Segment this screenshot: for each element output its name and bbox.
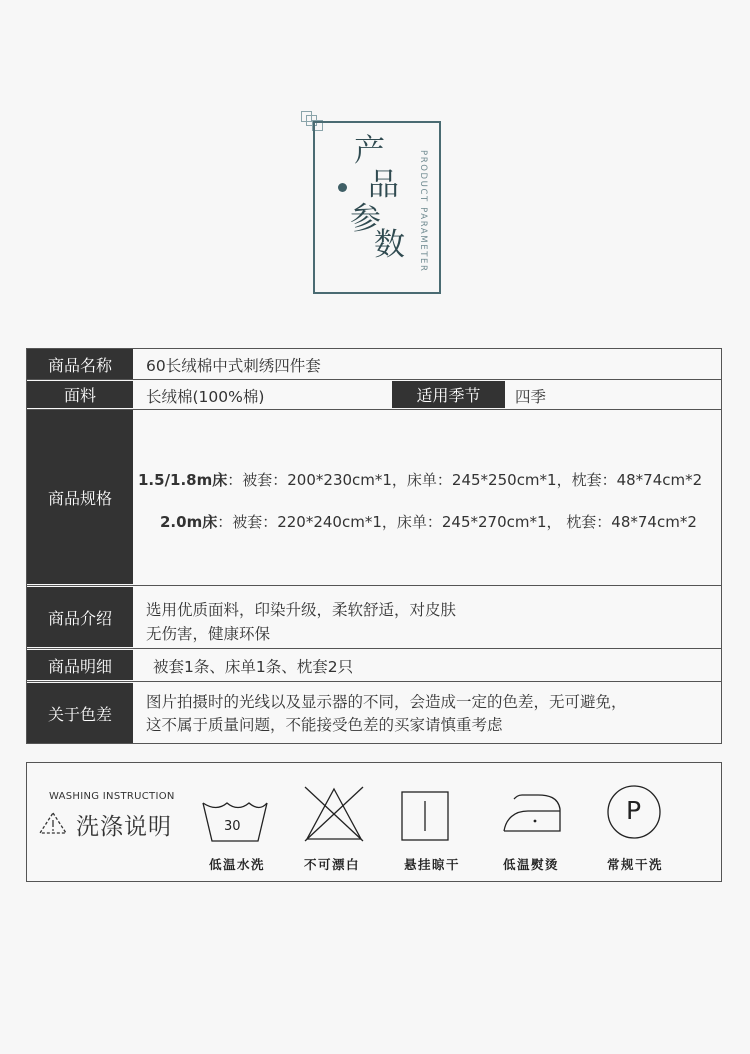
wash-temp-value: 30 bbox=[224, 819, 241, 834]
no-bleach-icon bbox=[303, 785, 365, 843]
row-divider bbox=[26, 648, 722, 649]
spec-detail-1: ：被套：200*230cm*1，床单：245*250cm*1，枕套：48*74cm*2 bbox=[227, 471, 703, 489]
header-char-4: 数 bbox=[374, 227, 405, 263]
label-product-name: 商品名称 bbox=[27, 349, 133, 379]
label-season: 适用季节 bbox=[392, 381, 505, 408]
row-divider bbox=[26, 585, 722, 586]
color-line-2: 这不属于质量问题，不能接受色差的买家请慎重考虑 bbox=[146, 716, 503, 734]
value-detail: 被套1条、床单1条、枕套2只 bbox=[153, 658, 354, 676]
bullet-dot-icon bbox=[338, 183, 347, 192]
spec-line-2 bbox=[160, 511, 697, 532]
iron-low-icon bbox=[502, 791, 564, 833]
warning-triangle-icon bbox=[38, 811, 68, 835]
label-spec: 商品规格 bbox=[27, 410, 133, 584]
spec-line-1 bbox=[138, 469, 702, 490]
header-subtitle: PRODUCT PARAMETER bbox=[418, 150, 428, 273]
wash-label: 低温熨烫 bbox=[503, 857, 560, 872]
header-char-1: 产 bbox=[354, 133, 385, 169]
wash-label: 常规干洗 bbox=[607, 857, 664, 872]
header-char-3: 参 bbox=[350, 201, 381, 237]
label-fabric: 面料 bbox=[27, 381, 133, 408]
dry-clean-letter: P bbox=[626, 796, 642, 825]
label-intro: 商品介绍 bbox=[27, 587, 133, 647]
color-line-1: 图片拍摄时的光线以及显示器的不同，会造成一定的色差，无可避免， bbox=[146, 693, 627, 711]
hang-dry-icon bbox=[401, 791, 449, 841]
wash-label: 悬挂晾干 bbox=[404, 857, 461, 872]
intro-line-2: 无伤害，健康环保 bbox=[146, 625, 271, 643]
label-detail: 商品明细 bbox=[27, 650, 133, 680]
spec-size-2: 2.0m床 bbox=[160, 513, 218, 531]
spec-size-1: 1.5/1.8m床 bbox=[138, 471, 228, 489]
washing-title-en: WASHING INSTRUCTION bbox=[49, 791, 175, 802]
value-product-name: 60长绒棉中式刺绣四件套 bbox=[146, 357, 321, 375]
label-color-diff: 关于色差 bbox=[27, 683, 133, 743]
spec-detail-2: ：被套：220*240cm*1，床单：245*270cm*1， 枕套：48*74cm*2 bbox=[217, 513, 697, 531]
wash-label: 不可漂白 bbox=[304, 857, 361, 872]
header-char-2: 品 bbox=[368, 167, 399, 203]
value-fabric: 长绒棉(100%棉) bbox=[146, 388, 265, 406]
row-divider bbox=[26, 681, 722, 682]
value-season: 四季 bbox=[515, 388, 547, 406]
intro-line-1: 选用优质面料，印染升级，柔软舒适，对皮肤 bbox=[146, 601, 457, 619]
row-divider bbox=[26, 379, 722, 380]
wash-label: 低温水洗 bbox=[209, 857, 266, 872]
washing-title-cn: 洗涤说明 bbox=[76, 814, 172, 840]
